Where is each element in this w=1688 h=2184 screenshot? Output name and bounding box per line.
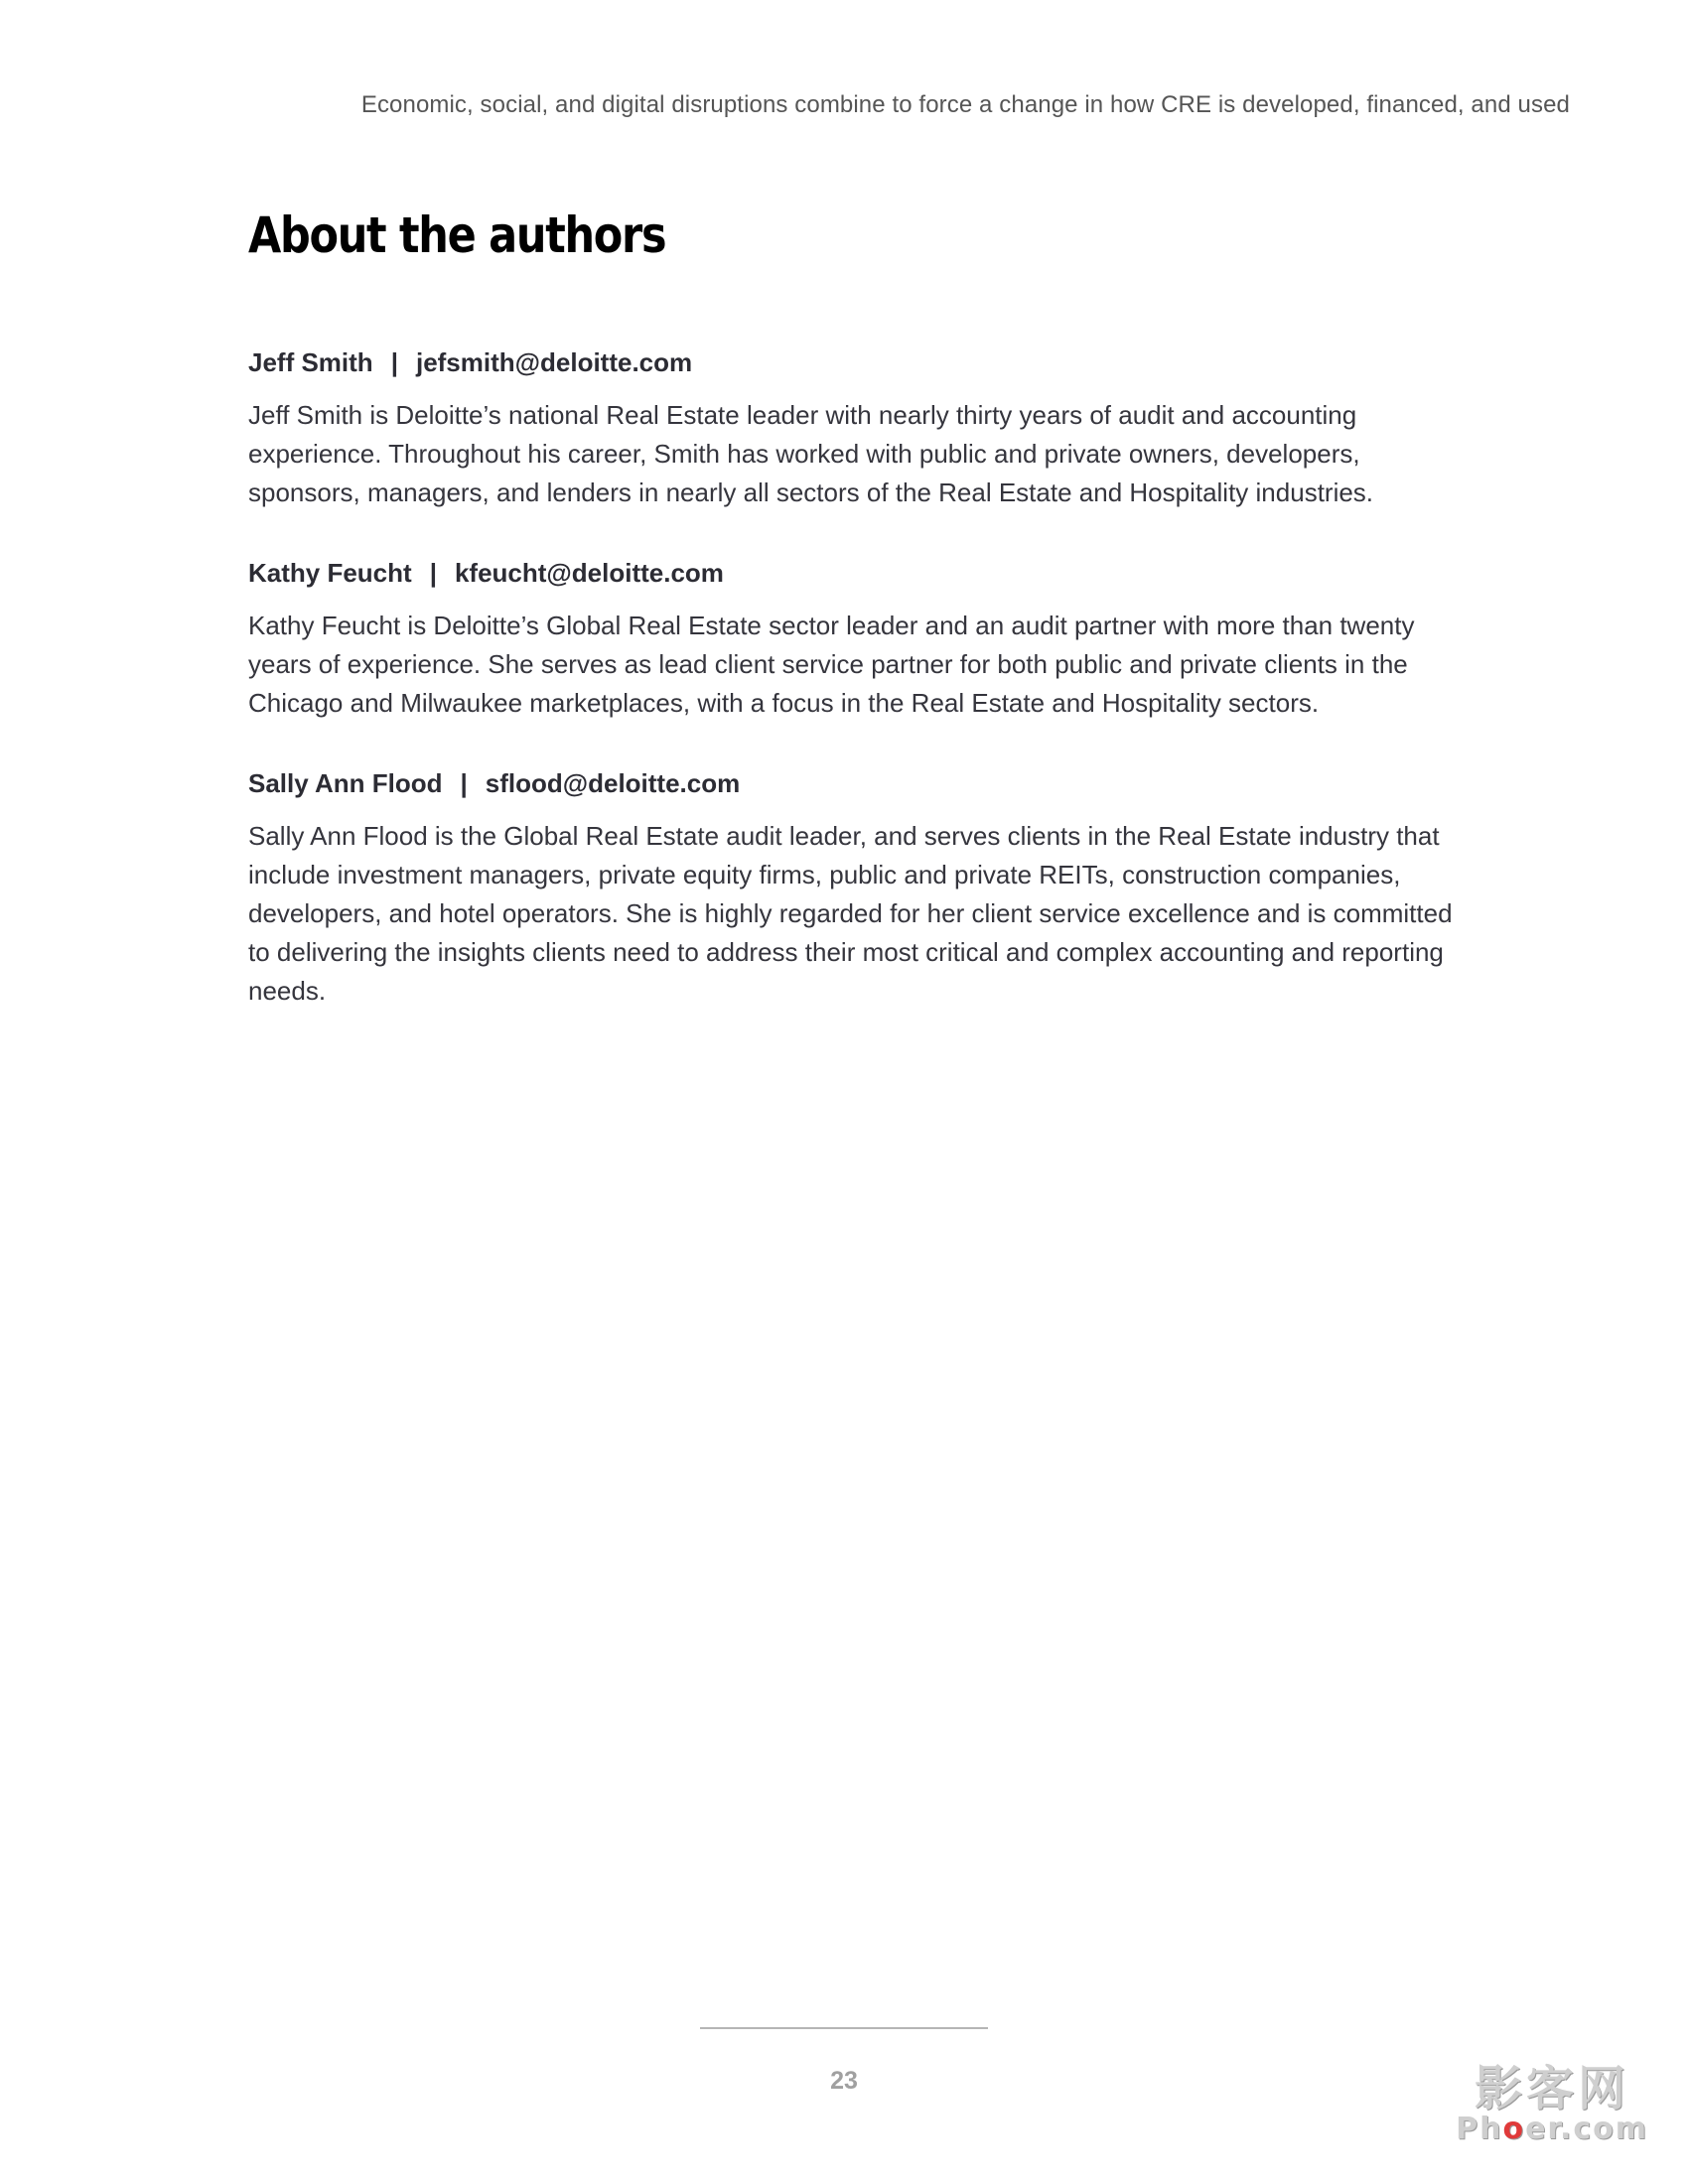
separator: |	[390, 347, 398, 377]
footer-rule	[700, 2027, 988, 2029]
watermark-latin	[1456, 2112, 1648, 2146]
author-entry	[248, 347, 1460, 512]
watermark-latin-dot: o	[1502, 2112, 1526, 2146]
author-heading	[248, 558, 1460, 589]
page-title: About the authors	[248, 206, 666, 264]
watermark-chinese: 影客网	[1475, 2061, 1630, 2116]
watermark-latin-prefix: Ph	[1456, 2112, 1503, 2146]
page-number: 23	[830, 2067, 858, 2095]
author-heading	[248, 768, 1460, 799]
author-name: Jeff Smith	[248, 347, 373, 377]
author-name: Kathy Feucht	[248, 558, 412, 588]
separator: |	[460, 768, 468, 798]
author-email: jefsmith@deloitte.com	[415, 347, 693, 377]
author-bio: Jeff Smith is Deloitte’s national Real Estate leader with nearly thirty years of audit and accounting experience. Throughout his career, Smith has worked with public and private owners, developers, sponsors, managers, and lenders in nearly all sectors of the Real Estate and Hospitality industries.	[248, 400, 1374, 507]
separator: |	[429, 558, 437, 588]
author-bio: Kathy Feucht is Deloitte’s Global Real Estate sector leader and an audit partner with more than twenty years of experience. She serves as lead client service partner for both public and private clients in the Chicago and Milwaukee marketplaces, with a focus in the Real Estate and Hospitality sectors.	[248, 611, 1415, 718]
author-entry	[248, 768, 1460, 1011]
running-header: Economic, social, and digital disruptions combine to force a change in how CRE is developed, financed, and used	[360, 91, 1570, 118]
watermark-logo	[1456, 2061, 1648, 2146]
author-heading	[248, 347, 1460, 378]
author-entry	[248, 558, 1460, 723]
author-email: sflood@deloitte.com	[485, 768, 741, 798]
watermark-latin-suffix: er.com	[1525, 2112, 1648, 2146]
author-email: kfeucht@deloitte.com	[454, 558, 724, 588]
authors-list	[248, 347, 1460, 1056]
author-name: Sally Ann Flood	[248, 768, 443, 798]
author-bio: Sally Ann Flood is the Global Real Estate audit leader, and serves clients in the Real Estate industry that include investment managers, private equity firms, public and private REITs, construction companies, developers, and hotel operators. She is highly regarded for her client service excellence and is committed to delivering the insights clients need to address their most critical and complex accounting and reporting needs.	[248, 821, 1453, 1006]
